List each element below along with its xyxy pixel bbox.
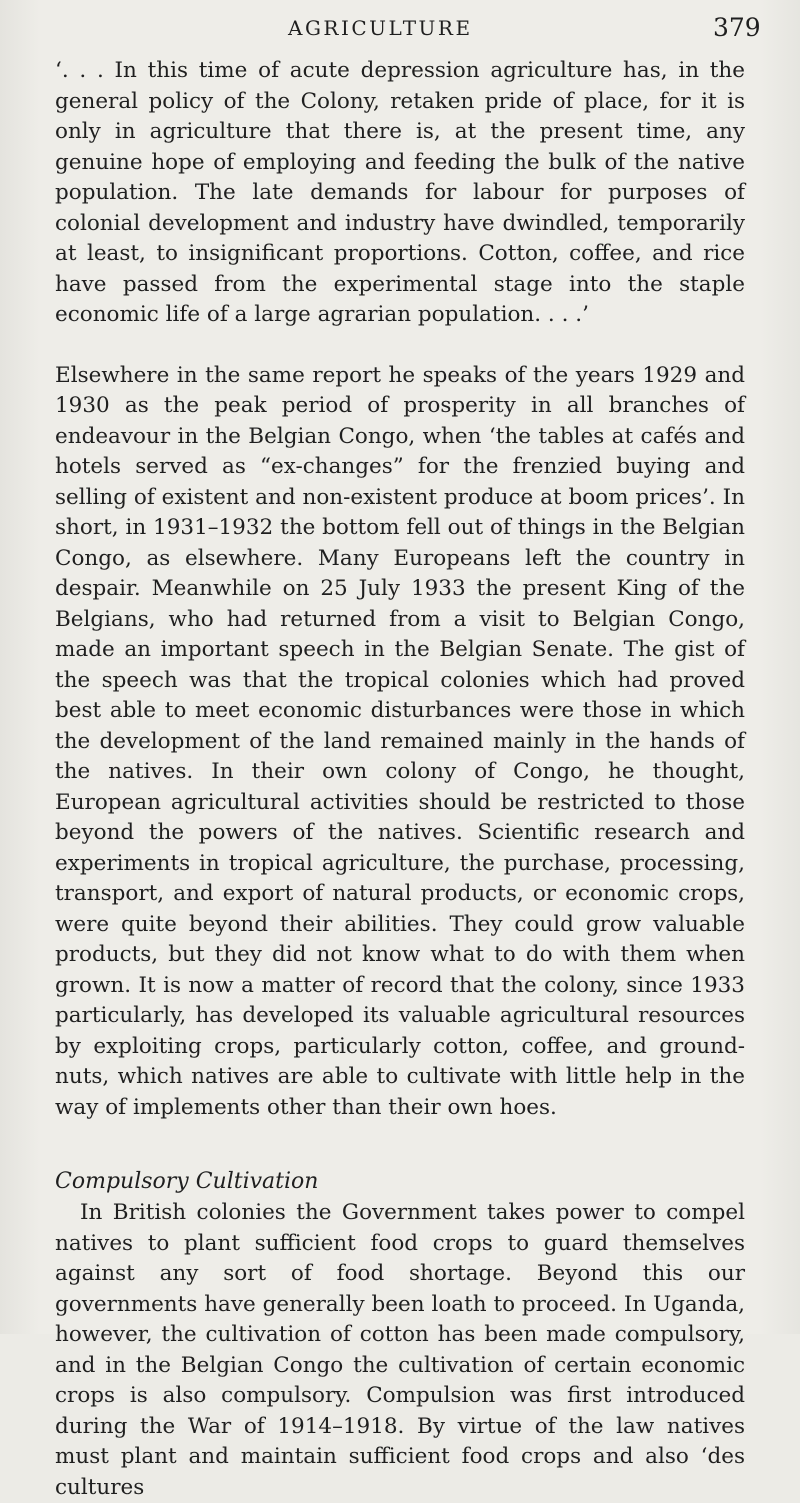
- body-paragraph: Elsewhere in the same report he speaks of the years 1929 and 1930 as the peak period of prosperity in all branches of endeavour in the Belgian Congo, when ‘the tables at cafés and hotels served as “ex-changes” for the frenzied buying and selling of existent and non-existent produce at boom prices’. In short, in 1931–1932 the bottom fell out of things in the Belgian Congo, as elsewhere. Many Europeans left the country in despair. Meanwhile on 25 July 1933 the present King of the Belgians, who had returned from a visit to Belgian Congo, made an important speech in the Belgian Senate. The gist of the speech was that the tropical colonies which had proved best able to meet economic disturbances were those in which the development of the land remained mainly in the hands of the natives. In their own colony of Congo, he thought, European agricultural activities should be restricted to those beyond the powers of the natives. Scientific research and experiments in tropical agriculture, the purchase, processing, transport, and export of natural products, or economic crops, were quite beyond their abilities. They could grow valuable products, but they did not know what to do with them when grown. It is now a matter of record that the colony, since 1933 particularly, has developed its valuable agricultural resources by exploiting crops, particularly cotton, coffee, and ground-nuts, which natives are able to cultivate with little help in the way of implements other than their own hoes.: [55, 362, 745, 1120]
- page-header: [0, 14, 800, 46]
- section-heading: Compulsory Cultivation: [55, 1169, 319, 1194]
- page-number: 379: [713, 13, 761, 42]
- running-head: AGRICULTURE: [288, 16, 473, 40]
- section-paragraph: In British colonies the Government takes power to compel natives to plant sufficient food crops to guard themselves against any sort of food shortage. Beyond this our governments have generally been loath to proceed. In Uganda, however, the cultivation of cotton has been made compulsory, and in the Belgian Congo the cultivation of certain economic crops is also compulsory. Compulsion was first introduced during the War of 1914–1918. By virtue of the law natives must plant and maintain sufficient food crops and also ‘des cultures: [55, 1200, 745, 1500]
- body-text: [55, 56, 745, 1503]
- quoted-paragraph: ‘. . . In this time of acute depression agriculture has, in the general policy of the Colony, retaken pride of place, for it is only in agriculture that there is, at the present time, any genuine hope of employing and feeding the bulk of the native population. The late demands for labour for purposes of colonial development and industry have dwindled, temporarily at least, to insignificant proportions. Cotton, coffee, and rice have passed from the experimental stage into the staple economic life of a large agrarian population. . . .’: [55, 58, 745, 327]
